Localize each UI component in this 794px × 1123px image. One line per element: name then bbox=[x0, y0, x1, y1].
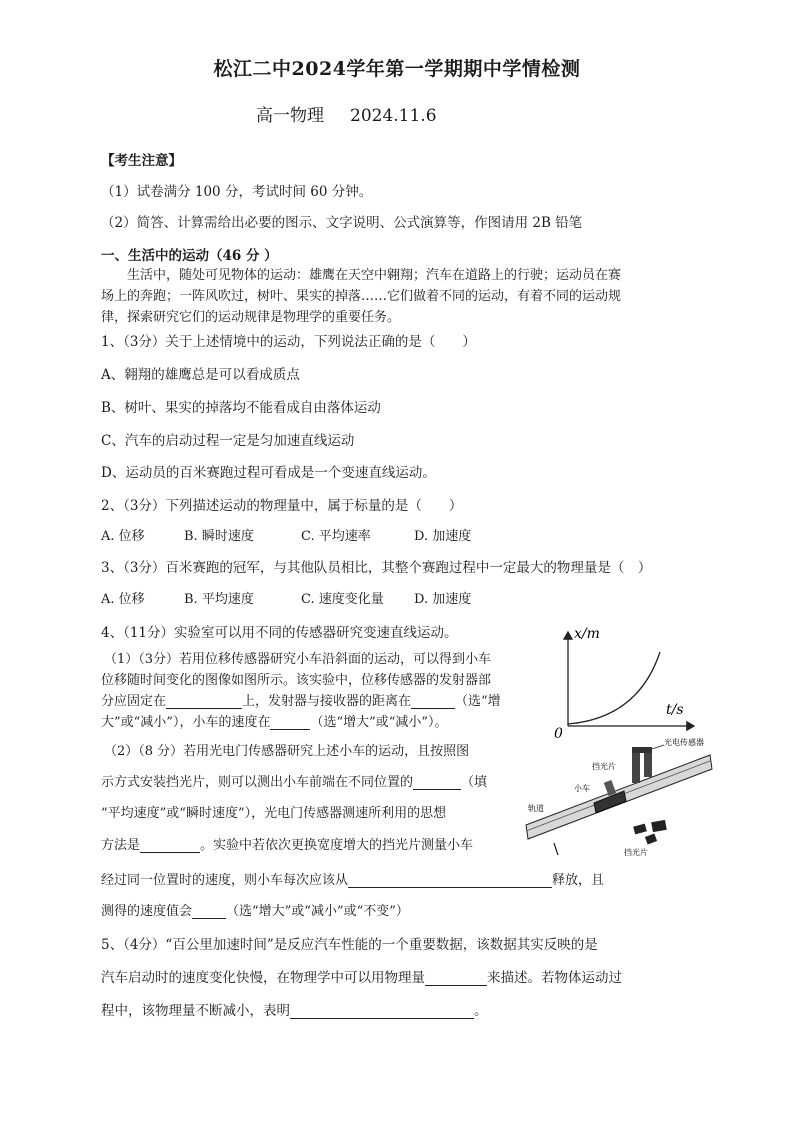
cart-label: 小车 bbox=[574, 784, 590, 793]
question-4-part2-line-4: 方法是 。实验中若依次更换宽度增大的挡光片测量小车 bbox=[101, 838, 474, 853]
graph-origin-label: 0 bbox=[554, 726, 563, 740]
displacement-time-graph bbox=[548, 622, 698, 740]
question-3-option-d: D. 加速度 bbox=[414, 592, 472, 607]
question-4-part2-line-1: （2）（8 分）若用光电门传感器研究上述小车的运动，且按照图 bbox=[104, 744, 470, 759]
notice-item-1: （1）试卷满分 100 分，考试时间 60 分钟。 bbox=[101, 184, 373, 200]
photogate-sensor bbox=[632, 753, 640, 783]
section-intro-line-3: 律，探索研究它们的运动规律是物理学的重要任务。 bbox=[101, 310, 401, 325]
answer-blank[interactable] bbox=[140, 838, 200, 853]
question-1-option-c: C、汽车的启动过程一定是匀加速直线运动 bbox=[101, 433, 355, 449]
answer-blank[interactable] bbox=[413, 775, 461, 790]
shade-label: 挡光片 bbox=[592, 762, 616, 771]
question-4-part2-line-6: 测得的速度值会 （选“增大”或“减小”或“不变”） bbox=[101, 904, 409, 919]
question-3-option-b: B. 平均速度 bbox=[184, 592, 254, 607]
question-2-option-d: D. 加速度 bbox=[414, 529, 472, 544]
section-intro-line-2: 场上的奔跑；一阵风吹过，树叶、果实的掉落……它们做着不同的运动，有着不同的运动规 bbox=[101, 289, 622, 304]
section-heading: 一、生活中的运动（46 分 ） bbox=[101, 248, 278, 264]
answer-blank[interactable] bbox=[425, 971, 487, 986]
question-1-option-d: D、运动员的百米赛跑过程可看成是一个变速直线运动。 bbox=[101, 465, 436, 481]
section-intro-line-1: 生活中，随处可见物体的运动：雄鹰在天空中翱翔；汽车在道路上的行驶；运动员在赛 bbox=[127, 268, 622, 283]
question-4-part1-line-4: 大”或“减小”），小车的速度在 （选“增大”或“减小”）。 bbox=[101, 715, 448, 730]
exam-subtitle bbox=[256, 101, 437, 126]
subject-label: 高一物理 bbox=[256, 106, 324, 126]
answer-blank[interactable] bbox=[411, 694, 455, 709]
question-4-part2-line-5: 经过同一位置时的速度，则小车每次应该从 释放，且 bbox=[101, 873, 605, 888]
sensor-label: 光电传感器 bbox=[664, 738, 704, 747]
answer-blank[interactable] bbox=[166, 694, 242, 709]
graph-y-label: x/m bbox=[574, 626, 600, 642]
question-4-part2-line-3: “平均速度”或“瞬时速度”），光电门传感器测速所利用的思想 bbox=[101, 806, 447, 821]
answer-blank[interactable] bbox=[270, 715, 310, 730]
track-label: 轨道 bbox=[528, 804, 544, 813]
notice-item-2: （2）简答、计算需给出必要的图示、文字说明、公式演算等，作图请用 2B 铅笔 bbox=[101, 215, 583, 231]
question-1-option-b: B、树叶、果实的掉落均不能看成自由落体运动 bbox=[101, 400, 381, 416]
graph-x-label: t/s bbox=[666, 702, 684, 718]
question-3-stem: 3、（3分）百米赛跑的冠军，与其他队员相比，其整个赛跑过程中一定最大的物理量是（ ） bbox=[101, 560, 652, 576]
answer-blank[interactable] bbox=[348, 873, 552, 888]
exam-date: 2024.11.6 bbox=[350, 106, 437, 126]
question-5-line-2: 汽车启动时的速度变化快慢，在物理学中可以用物理量 来描述。若物体运动过 bbox=[101, 970, 622, 986]
question-5-line-3: 程中，该物理量不断减小，表明 。 bbox=[101, 1003, 488, 1019]
question-1-option-a: A、翱翔的雄鹰总是可以看成质点 bbox=[101, 367, 300, 383]
shades-label: 挡光片 bbox=[624, 848, 648, 857]
question-3-option-c: C. 速度变化量 bbox=[301, 592, 384, 607]
graph-curve bbox=[568, 652, 660, 724]
question-1-stem: 1、（3分）关于上述情境中的运动，下列说法正确的是（ ） bbox=[101, 334, 476, 350]
question-4-part2-line-2: 示方式安装挡光片，则可以测出小车前端在不同位置的 （填 bbox=[101, 775, 488, 790]
question-2-stem: 2、（3分）下列描述运动的物理量中，属于标量的是（ ） bbox=[101, 498, 463, 514]
question-4-part1-line-3: 分应固定在 上，发射器与接收器的距离在 （选“增 bbox=[101, 694, 501, 709]
question-4-part1-line-2: 位移随时间变化的图像如图所示。该实验中，位移传感器的发射器部 bbox=[101, 673, 492, 688]
exam-title: 松江二中2024学年第一学期期中学情检测 bbox=[213, 58, 581, 80]
question-2-option-a: A. 位移 bbox=[101, 529, 145, 544]
question-5-line-1: 5、（4分）“百公里加速时间”是反应汽车性能的一个重要数据，该数据其实反映的是 bbox=[101, 937, 598, 953]
question-3-option-a: A. 位移 bbox=[101, 592, 145, 607]
answer-blank[interactable] bbox=[290, 1004, 474, 1019]
notice-heading: 【考生注意】 bbox=[101, 153, 182, 169]
shade-plate bbox=[604, 780, 616, 796]
photogate-setup-figure bbox=[514, 733, 714, 863]
question-4-part1-line-1: （1）（3分）若用位移传感器研究小车沿斜面的运动，可以得到小车 bbox=[104, 652, 492, 667]
question-2-option-b: B. 瞬时速度 bbox=[184, 529, 254, 544]
answer-blank[interactable] bbox=[192, 904, 226, 919]
question-4-stem: 4、（11分）实验室可以用不同的传感器研究变速直线运动。 bbox=[101, 625, 458, 641]
question-2-option-c: C. 平均速率 bbox=[301, 529, 371, 544]
